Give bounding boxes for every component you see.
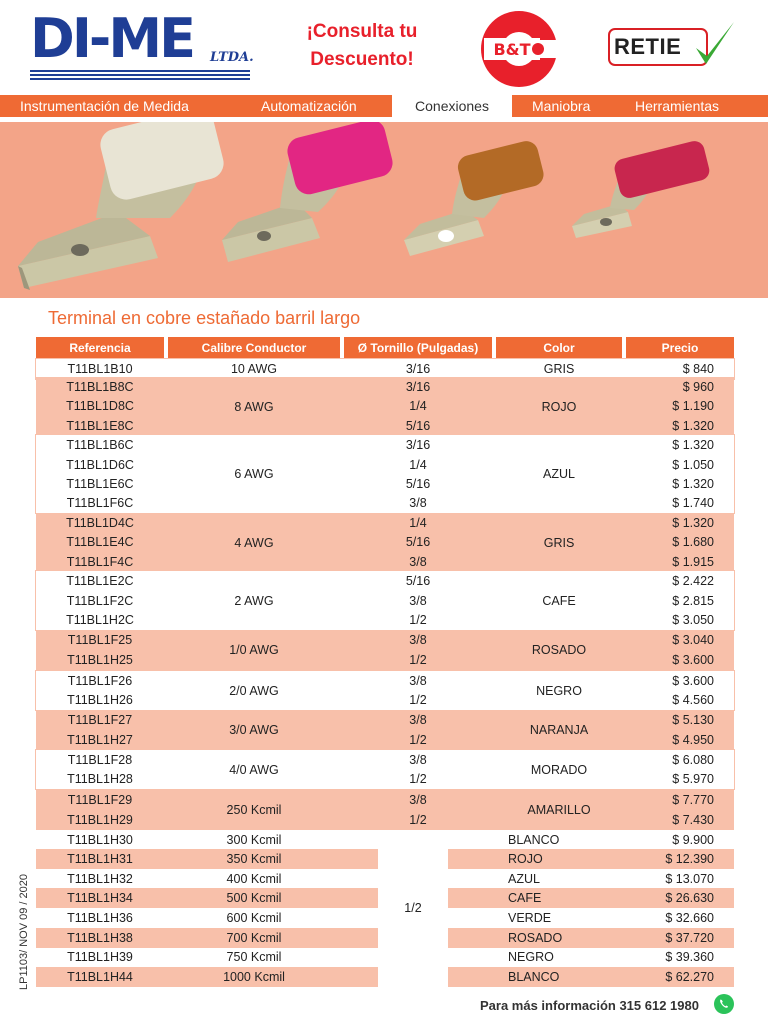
cell-color: BLANCO (508, 970, 560, 984)
cell-referencia: T11BL1E6C (66, 477, 134, 491)
cell-referencia: T11BL1E4C (66, 535, 134, 549)
cell-calibre: 400 Kcmil (226, 872, 282, 886)
col-header-precio: Precio (626, 337, 734, 359)
cell-referencia: T11BL1H25 (67, 653, 133, 667)
cell-precio: $ 12.390 (665, 852, 714, 866)
cell-color: AZUL (508, 872, 540, 886)
cell-calibre: 750 Kcmil (226, 950, 282, 964)
cell-referencia: T11BL1H29 (67, 813, 133, 827)
nav-herramientas[interactable]: Herramientas (635, 98, 720, 114)
category-nav (0, 95, 768, 117)
cell-tornillo: 1/2 (409, 813, 427, 827)
cell-referencia: T11BL1H31 (67, 852, 133, 866)
cell-calibre: 300 Kcmil (226, 833, 282, 847)
cell-precio: $ 1.740 (672, 496, 714, 510)
cell-tornillo: 1/2 (409, 613, 427, 627)
cell-referencia: T11BL1B6C (66, 438, 134, 452)
cell-calibre: 4 AWG (234, 536, 274, 550)
cell-tornillo: 3/8 (409, 555, 427, 569)
nav-automatizacion[interactable]: Automatización (261, 98, 357, 114)
cell-color: ROJO (541, 400, 577, 414)
cell-tornillo-shared: 1/2 (404, 901, 422, 915)
cell-calibre: 500 Kcmil (226, 891, 282, 905)
cell-referencia: T11BL1H26 (67, 693, 133, 707)
cell-calibre: 350 Kcmil (226, 852, 282, 866)
cell-tornillo: 5/16 (405, 535, 431, 549)
promo-line-2: Descuento! (310, 49, 414, 70)
contact-info: Para más información 315 612 1980 (480, 998, 699, 1013)
bt-logo (478, 10, 560, 88)
cell-color: GRIS (543, 536, 575, 550)
cell-precio: $ 3.600 (672, 653, 714, 667)
cell-precio: $ 26.630 (665, 891, 714, 905)
cell-color: GRIS (543, 362, 575, 376)
cell-precio: $ 1.190 (672, 399, 714, 413)
cell-color: ROSADO (531, 643, 587, 657)
cell-precio: $ 2.815 (672, 594, 714, 608)
cell-referencia: T11BL1F28 (67, 753, 133, 767)
cell-calibre: 3/0 AWG (229, 723, 279, 737)
terminal-lug-image-magenta (222, 122, 396, 262)
cell-referencia: T11BL1F25 (67, 633, 133, 647)
cell-precio: $ 32.660 (665, 911, 714, 925)
cell-referencia: T11BL1B10 (67, 362, 133, 376)
cell-precio: $ 1.320 (672, 516, 714, 530)
cell-precio: $ 960 (682, 380, 714, 394)
cell-color: VERDE (508, 911, 552, 925)
terminal-lug-image-white (18, 122, 227, 290)
cell-precio: $ 7.770 (672, 793, 714, 807)
cell-precio: $ 1.320 (672, 419, 714, 433)
cell-color: ROJO (508, 852, 543, 866)
cell-calibre: 250 Kcmil (226, 803, 282, 817)
cell-tornillo: 3/8 (409, 674, 427, 688)
promo-text (282, 18, 442, 74)
cell-tornillo: 3/8 (409, 793, 427, 807)
cell-color: CAFE (508, 891, 542, 905)
cell-color: NEGRO (508, 950, 554, 964)
bt-logo-text: B&T (493, 40, 531, 59)
cell-precio: $ 1.320 (672, 477, 714, 491)
cell-referencia: T11BL1F26 (67, 674, 133, 688)
cell-tornillo: 1/2 (409, 733, 427, 747)
cell-tornillo: 3/8 (409, 753, 427, 767)
cell-color: AZUL (543, 467, 575, 481)
cell-color: MORADO (530, 763, 588, 777)
cell-tornillo: 1/4 (409, 399, 427, 413)
cell-precio: $ 37.720 (665, 931, 714, 945)
cell-precio: $ 39.360 (665, 950, 714, 964)
cell-tornillo: 3/8 (409, 713, 427, 727)
whatsapp-icon[interactable] (714, 994, 734, 1014)
cell-referencia: T11BL1H30 (67, 833, 133, 847)
cell-precio: $ 6.080 (672, 753, 714, 767)
cell-precio: $ 62.270 (665, 970, 714, 984)
cell-referencia: T11BL1E2C (66, 574, 134, 588)
cell-tornillo: 5/16 (405, 477, 431, 491)
retie-logo-text: RETIE (614, 34, 682, 59)
cell-precio: $ 840 (682, 362, 714, 376)
cell-precio: $ 9.900 (672, 833, 714, 847)
logo-main-text: DI-ME (30, 7, 193, 70)
nav-instrumentacion[interactable]: Instrumentación de Medida (20, 98, 189, 114)
cell-referencia: T11BL1H36 (67, 911, 133, 925)
cell-color: BLANCO (508, 833, 560, 847)
cell-calibre: 2 AWG (234, 594, 274, 608)
cell-calibre: 600 Kcmil (226, 911, 282, 925)
dime-logo (30, 7, 260, 87)
cell-precio: $ 7.430 (672, 813, 714, 827)
cell-referencia: T11BL1H44 (67, 970, 133, 984)
cell-calibre: 4/0 AWG (229, 763, 279, 777)
cell-tornillo: 3/8 (409, 594, 427, 608)
product-banner (0, 122, 768, 298)
cell-referencia: T11BL1D6C (66, 458, 134, 472)
cell-tornillo: 3/16 (405, 380, 431, 394)
cell-referencia: T11BL1B8C (66, 380, 134, 394)
cell-precio: $ 3.600 (672, 674, 714, 688)
cell-referencia: T11BL1H39 (67, 950, 133, 964)
cell-precio: $ 5.970 (672, 772, 714, 786)
cell-referencia: T11BL1F6C (66, 496, 134, 510)
cell-calibre: 1/0 AWG (229, 643, 279, 657)
cell-referencia: T11BL1H32 (67, 872, 133, 886)
nav-maniobra[interactable]: Maniobra (532, 98, 591, 114)
cell-tornillo: 1/2 (409, 693, 427, 707)
cell-referencia: T11BL1F29 (67, 793, 133, 807)
nav-conexiones[interactable]: Conexiones (392, 95, 512, 117)
cell-tornillo: 1/4 (409, 516, 427, 530)
cell-precio: $ 4.950 (672, 733, 714, 747)
document-code: LP1103/ NOV 09 / 2020 (18, 874, 30, 990)
cell-calibre: 6 AWG (234, 467, 274, 481)
terminal-lug-image-brown (404, 139, 546, 256)
cell-referencia: T11BL1H2C (66, 613, 134, 627)
cell-referencia: T11BL1D4C (66, 516, 134, 530)
cell-precio: $ 1.050 (672, 458, 714, 472)
checkmark-icon (694, 20, 736, 70)
cell-referencia: T11BL1H27 (67, 733, 133, 747)
cell-tornillo: 3/8 (409, 633, 427, 647)
cell-tornillo: 1/2 (409, 653, 427, 667)
cell-referencia: T11BL1D8C (66, 399, 134, 413)
col-header-referencia: Referencia (36, 337, 164, 359)
cell-calibre: 10 AWG (230, 362, 278, 376)
section-title: Terminal en cobre estañado barril largo (48, 308, 361, 328)
cell-tornillo: 3/8 (409, 496, 427, 510)
col-header-tornillo: Ø Tornillo (Pulgadas) (344, 337, 492, 359)
cell-tornillo: 5/16 (405, 574, 431, 588)
terminal-lug-image-red (572, 139, 711, 238)
cell-color: NARANJA (529, 723, 589, 737)
col-header-color: Color (496, 337, 622, 359)
cell-tornillo: 3/16 (405, 362, 431, 376)
logo-sub-text: LTDA. (210, 50, 254, 65)
cell-referencia: T11BL1E8C (66, 419, 134, 433)
cell-color: CAFE (542, 594, 576, 608)
col-header-calibre: Calibre Conductor (168, 337, 340, 359)
cell-tornillo: 5/16 (405, 419, 431, 433)
cell-precio: $ 3.040 (672, 633, 714, 647)
cell-referencia: T11BL1F4C (66, 555, 134, 569)
cell-precio: $ 13.070 (665, 872, 714, 886)
cell-calibre: 1000 Kcmil (223, 970, 285, 984)
cell-color: NEGRO (536, 684, 582, 698)
cell-precio: $ 1.320 (672, 438, 714, 452)
cell-referencia: T11BL1H38 (67, 931, 133, 945)
cell-referencia: T11BL1H28 (67, 772, 133, 786)
cell-precio: $ 5.130 (672, 713, 714, 727)
cell-color: ROSADO (508, 931, 563, 945)
retie-logo (608, 24, 736, 70)
cell-precio: $ 3.050 (672, 613, 714, 627)
cell-tornillo: 1/2 (409, 772, 427, 786)
cell-referencia: T11BL1F2C (66, 594, 134, 608)
cell-calibre: 8 AWG (234, 400, 274, 414)
cell-referencia: T11BL1H34 (67, 891, 133, 905)
cell-precio: $ 2.422 (672, 574, 714, 588)
promo-line-1: ¡Consulta tu (306, 21, 418, 42)
cell-precio: $ 1.915 (672, 555, 714, 569)
cell-calibre: 700 Kcmil (226, 931, 282, 945)
cell-tornillo: 1/4 (409, 458, 427, 472)
cell-tornillo: 3/16 (405, 438, 431, 452)
cell-precio: $ 1.680 (672, 535, 714, 549)
cell-precio: $ 4.560 (672, 693, 714, 707)
cell-color: AMARILLO (527, 803, 591, 817)
logo-underline (30, 70, 250, 82)
cell-calibre: 2/0 AWG (229, 684, 279, 698)
cell-referencia: T11BL1F27 (67, 713, 133, 727)
